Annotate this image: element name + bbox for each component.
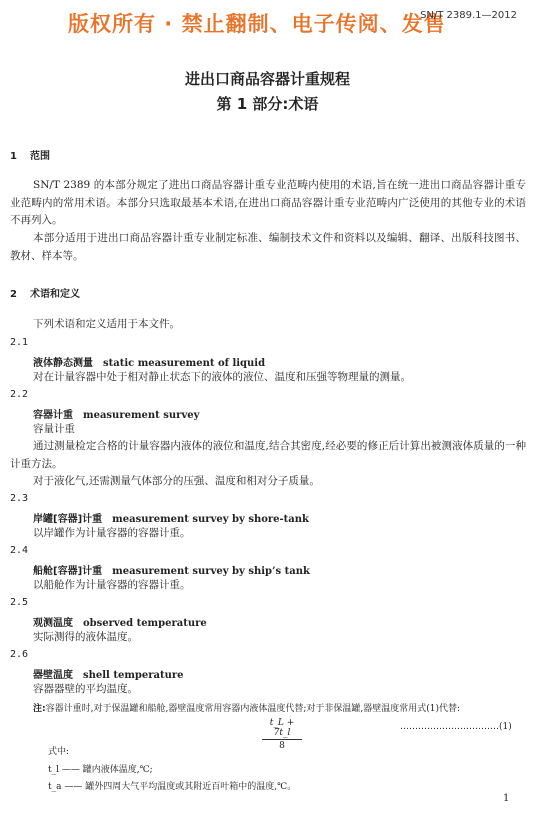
term-chinese: 观测温度 xyxy=(33,618,73,629)
term-entry xyxy=(33,510,309,525)
term-english: observed temperature xyxy=(83,618,207,629)
term-chinese: 液体静态测量 xyxy=(33,358,93,369)
scope-paragraph-1: SN/T 2389 的本部分规定了进出口商品容器计重专业范畴内使用的术语,旨在统一进出口商品容器计重专业范畴内的常用术语。本部分只选取最基本术语,在进出口商品容器计重专业范畴内广泛使用的其他专业的术语不再列入。 xyxy=(10,179,526,226)
formula-variable-1: t_l —— 罐内液体温度,℃; xyxy=(48,765,153,775)
formula-fraction xyxy=(262,718,302,751)
clause-number: 2.3 xyxy=(10,493,29,504)
term-entry xyxy=(33,406,199,421)
terms-intro: 下列术语和定义适用于本文件。 xyxy=(33,318,180,330)
clause-number: 2.6 xyxy=(10,649,29,660)
formula-variable-2: t_a —— 罐外四周大气平均温度或其附近百叶箱中的温度,℃。 xyxy=(48,782,297,792)
term-entry xyxy=(33,354,265,369)
section-heading-terms xyxy=(10,285,80,300)
formula-numerator: t_L + 7t_l xyxy=(262,718,302,740)
term-english: measurement survey xyxy=(83,410,200,421)
term-synonym: 容量计重 xyxy=(33,423,75,435)
clause-number: 2.4 xyxy=(10,545,29,556)
term-definition: 通过测量检定合格的计量容器内液体的液位和温度,结合其密度,经必要的修正后计算出被测液体质量的一种计重方法。 xyxy=(10,440,526,470)
document-subtitle: 第 1 部分:术语 xyxy=(216,95,319,113)
document-number: SN/T 2389.1—2012 xyxy=(420,10,517,21)
scope-paragraph-2: 本部分适用于进出口商品容器计重专业制定标准、编制技术文件和资料以及编辑、翻译、出版科技图书、教材、样本等。 xyxy=(10,232,526,262)
term-english: measurement survey by shore-tank xyxy=(112,514,309,525)
equation-number: ……………………………(1) xyxy=(400,722,512,732)
term-definition: 以船舱作为计量容器的容器计重。 xyxy=(33,579,191,591)
term-chinese: 岸罐[容器]计重 xyxy=(33,514,103,525)
clause-number: 2.1 xyxy=(10,337,29,348)
term-english: shell temperature xyxy=(83,670,184,681)
section-heading-scope xyxy=(10,147,50,162)
note-text: 容器计重时,对于保温罐和船舱,器壁温度常用容器内液体温度代替;对于非保温罐,器壁温度常用式(1)代替: xyxy=(45,704,461,714)
formula-denominator: 8 xyxy=(279,741,285,751)
term-english: static measurement of liquid xyxy=(103,358,266,369)
section-number: 2 xyxy=(10,289,17,300)
term-chinese: 船舱[容器]计重 xyxy=(33,566,103,577)
term-entry xyxy=(33,614,207,629)
section-title: 术语和定义 xyxy=(30,289,80,300)
term-chinese: 器壁温度 xyxy=(33,670,73,681)
section-title: 范围 xyxy=(30,151,50,162)
term-definition: 容器器壁的平均温度。 xyxy=(33,683,138,695)
note xyxy=(33,701,529,714)
term-entry xyxy=(33,562,310,577)
term-english: measurement survey by ship’s tank xyxy=(112,566,310,577)
term-definition-extra: 对于液化气,还需测量气体部分的压强、温度和相对分子质量。 xyxy=(33,475,320,487)
formula-where: 式中: xyxy=(48,747,70,757)
term-definition: 对在计量容器中处于相对静止状态下的液体的液位、温度和压强等物理量的测量。 xyxy=(33,371,411,383)
term-entry xyxy=(33,666,184,681)
note-label: 注: xyxy=(33,704,46,714)
term-chinese: 容器计重 xyxy=(33,410,73,421)
section-number: 1 xyxy=(10,151,17,162)
clause-number: 2.5 xyxy=(10,597,29,608)
page-number: 1 xyxy=(503,793,510,804)
watermark-text: 版权所有 · 禁止翻制、电子传阅、发售 xyxy=(68,12,446,36)
clause-number: 2.2 xyxy=(10,389,29,400)
term-definition: 以岸罐作为计量容器的容器计重。 xyxy=(33,527,191,539)
document-title: 进出口商品容器计重规程 xyxy=(184,70,350,88)
term-definition: 实际测得的液体温度。 xyxy=(33,631,138,643)
